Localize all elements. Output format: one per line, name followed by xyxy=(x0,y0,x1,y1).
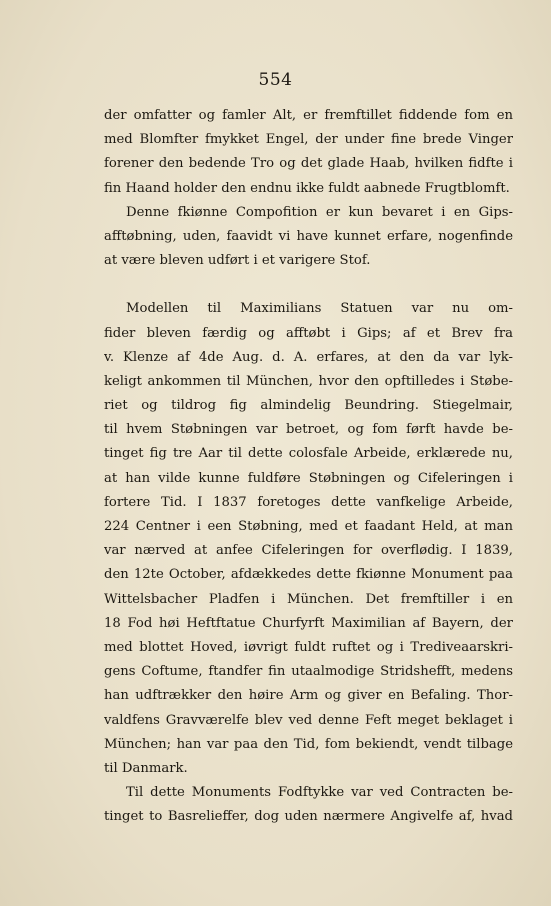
paragraph-1 xyxy=(104,104,513,201)
text-line: tinget to Basrelieffer, dog uden nærmere Angivelfe af, hvad xyxy=(104,809,513,825)
paragraph-4 xyxy=(104,781,513,829)
text-line: forener den bedende Tro og det glade Haab, hvilken fidfte i xyxy=(104,156,513,172)
text-line: til Danmark. xyxy=(104,760,188,776)
paragraph-2 xyxy=(104,201,513,274)
text-line: at han vilde kunne fuldføre Støbningen og Cifeleringen i xyxy=(104,470,513,486)
paragraph-gap xyxy=(104,273,513,297)
text-line: keligt ankommen til München, hvor den opftilledes i Støbe- xyxy=(104,373,513,389)
text-line: riet og tildrog fig almindelig Beundring. Stiegelmair, xyxy=(104,398,513,414)
text-line: tinget fig tre Aar til dette colosfale Arbeide, erklærede nu, xyxy=(104,446,513,462)
text-line: til hvem Støbningen var betroet, og fom førft havde be- xyxy=(104,422,513,438)
text-line: at være bleven udført i et varigere Stof. xyxy=(104,253,371,269)
body-text xyxy=(104,104,513,829)
text-line: den 12te October, afdækkedes dette fkiønne Monument paa xyxy=(104,567,513,583)
page-number: 554 xyxy=(258,70,293,90)
text-line: Denne fkiønne Compofition er kun bevaret i en Gips- xyxy=(126,204,513,220)
text-line: 18 Fod høi Heftftatue Churfyrft Maximilian af Bayern, der xyxy=(104,615,513,631)
text-line: der omfatter og famler Alt, er fremftillet fiddende fom en xyxy=(104,108,513,123)
paragraph-3 xyxy=(104,297,513,781)
text-line: München; han var paa den Tid, fom bekiendt, vendt tilbage xyxy=(104,736,513,752)
text-line: Til dette Monuments Fodftykke var ved Contracten be- xyxy=(126,785,513,801)
text-line: med blottet Hoved, iøvrigt fuldt ruftet og i Trediveaarskri- xyxy=(104,639,513,655)
text-line: fin Haand holder den endnu ikke fuldt aabnede Frugtblomft. xyxy=(104,180,510,196)
text-line: han udftrækker den høire Arm og giver en Befaling. Thor- xyxy=(104,688,513,704)
text-line: fider bleven færdig og afftøbt i Gips; af et Brev fra xyxy=(104,325,513,341)
text-line: v. Klenze af 4de Aug. d. A. erfares, at den da var lyk- xyxy=(104,349,513,365)
text-line: valdfens Gravværelfe blev ved denne Feft meget beklaget i xyxy=(104,712,513,728)
text-line: Wittelsbacher Pladfen i München. Det fremftiller i en xyxy=(104,591,513,607)
text-line: med Blomfter fmykket Engel, der under fine brede Vinger xyxy=(104,132,513,148)
text-line: Modellen til Maximilians Statuen var nu om- xyxy=(126,301,513,317)
text-line: gens Coftume, ftandfer fin utaalmodige Stridshefft, medens xyxy=(104,664,513,680)
text-line: fortere Tid. I 1837 foretoges dette vanfkelige Arbeide, xyxy=(104,494,513,510)
text-line: var nærved at anfee Cifeleringen for overflødig. I 1839, xyxy=(104,543,513,559)
text-line: 224 Centner i een Støbning, med et faadant Held, at man xyxy=(104,519,513,534)
text-line: afftøbning, uden, faavidt vi have kunnet erfare, nogenfinde xyxy=(104,228,513,244)
